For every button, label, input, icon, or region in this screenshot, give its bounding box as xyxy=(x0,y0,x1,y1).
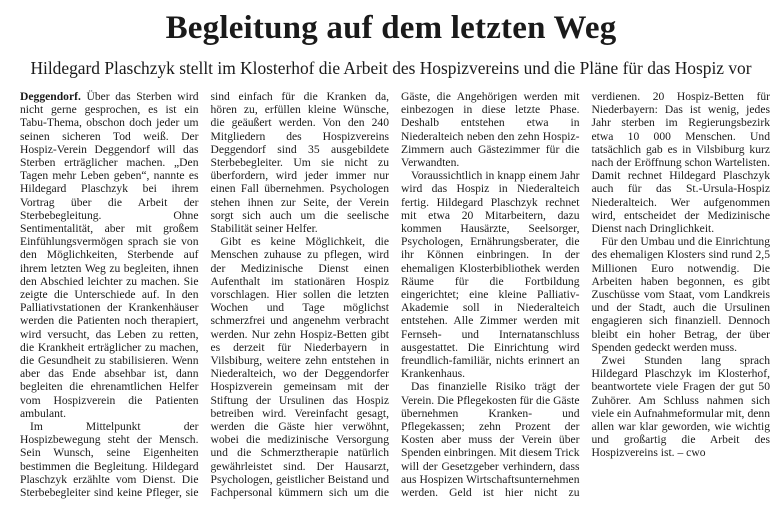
paragraph-text: Über das Sterben wird nicht gerne gesprochen, es ist ein Tabu-Thema, obschon doch jeder um seinen sicheren Tod weiß. Der Hospiz-Verein Deggendorf will das Sterben erträglicher machen. „Den Tagen mehr Leben geben“, nannte es Hildegard Plaschzyk bei ihrem Vortrag über die Arbeit der Sterbebegleitung. Ohne Sentimentalität, aber mit großem Einfühlungsvermögen sprach sie von den Möglichkeiten, Sterbende auf ihrem letzten Weg zu begleiten, ihnen den Abschied leichter zu machen. Sie zeigte die Unterschiede auf. In den Palliativstationen der Krankenhäuser werden die Patienten noch therapiert, wird versucht, das Leben zu retten, die Krankheit erträglicher zu machen, die Gesundheit zu stabilisieren. Wenn aber das Ende absehbar ist, dann begleiten die ehrenamtlichen Helfer vom Hospizverein die Patienten ambulant. xyxy=(20,90,199,420)
article-paragraph: Voraussichtlich in knapp einem Jahr wird das Hospiz in Niederalteich fertig. Hildegard Plaschzyk rechnet mit etwa 20 Mitarbeitern, dazu kommen Hausärzte, Seelsorger, Psychologen, Ernährungsberater, die ihr Können einbringen. In der ehemaligen Klosterbibliothek werden Räume für die Fortbildung eingerichtet; eine kleine Palliativ-Akademie soll in Niederalteich entstehen. Alle Zimmer werden mit Fernseh- und Internatanschluss ausgestattet. Die Einrichtung wird freundlich-familiär, nichts erinnert an Krankenhaus. xyxy=(401,169,580,381)
article-paragraph: Im Mittelpunkt der Hospizbewegung steht der Mensch. Sein Wunsch, seine Eigenheiten bestimmen die Begleitung. Hildegard Plaschzyk erzählte vom Dienst. Die Sterbebegleiter sind keine Pfleger, sie sind einfach für die Kranken da, hören zu, erfüllen kleine Wünsche, die geäußert werden. Von den 240 Mitgliedern des Hospizvereins Deggendorf sind 35 ausgebildete Sterbebegleiter. Um sie nicht zu überfordern, wird jeder immer nur einen Fall übernehmen. Psychologen stehen ihnen zur Seite, der Verein sorgt sich auch um die seelische Stabilität seiner Helfer. xyxy=(20,90,389,500)
article-paragraph: Zwei Stunden lang sprach Hildegard Plaschzyk im Klosterhof, beantwortete viele Fragen der gut 50 Zuhörer. Am Schluss nahmen sich viele ein Aufnahmeformular mit, denn allen war klar geworden, wie wichtig und großartig die Arbeit des Hospizvereins ist. – cwo xyxy=(591,354,770,460)
article-paragraph: Das finanzielle Risiko trägt der Verein. Die Pflegekosten für die Gäste übernehmen Kranken- und Pflegekassen; zehn Prozent der Kosten aber muss der Verein über Spenden einbringen. Mit diesem Trick will der Gesetzgeber verhindern, dass aus Hospizen Wirtschaftsunternehmen werden. Geld ist hier nicht zu verdienen. 20 Hospiz-Betten für Niederbayern: Das ist wenig, jedes Jahr sterben im Regierungsbezirk etwa 10 000 Menschen. Und tatsächlich gab es in Vilsbiburg kurz nach der Eröffnung schon Wartelisten. Damit rechnet Hildegard Plaschzyk auch für das St.-Ursula-Hospiz Niederalteich. Wer aufgenommen wird, entscheidet der Medizinische Dienst nach Dringlichkeit. xyxy=(401,90,770,500)
headline: Begleitung auf dem letzten Weg xyxy=(165,10,617,46)
subheadline: Hildegard Plaschzyk stellt im Klosterhof die Arbeit des Hospizvereins und die Pläne für das Hospiz vor xyxy=(30,58,752,78)
article-body xyxy=(20,90,770,504)
article-paragraph: Gibt es keine Möglichkeit, die Menschen zuhause zu pflegen, wird der Medizinische Dienst einen Aufenthalt im stationären Hospiz vorschlagen. Hier sollen die letzten Wochen und Tage möglichst schmerzfrei und angenehm verbracht werden. Nur zehn Hospiz-Betten gibt es derzeit für Niederbayern in Vilsbiburg, weitere zehn entstehen in Niederalteich, wo der Deggendorfer Hospizverein gemeinsam mit der Stiftung der Ursulinen das Hospiz betreiben wird. Vereinfacht gesagt, werden die Gäste hier verwöhnt, wobei die medizinische Versorgung und die Schmerztherapie natürlich gewährleistet sind. Der Hausarzt, Psychologen, geistlicher Beistand und Fachpersonal kümmern sich um die Gäste, die Angehörigen werden mit einbezogen in diese letzte Phase. Deshalb entstehen etwa in Niederalteich neben den zehn Hospiz-Zimmern auch Gästezimmer für die Verwandten. xyxy=(210,90,580,500)
article-paragraph: Für den Umbau und die Einrichtung des ehemaligen Klosters sind rund 2,5 Millionen Euro notwendig. Die Arbeiten haben begonnen, es gibt Zuschüsse vom Staat, vom Landkreis und der Stadt, auch die Ursulinen engagieren sich finanziell. Dennoch bleibt ein hoher Betrag, der über Spenden gedeckt werden muss. xyxy=(591,235,770,354)
dateline: Deggendorf. xyxy=(20,90,81,103)
article-paragraph xyxy=(20,90,199,420)
